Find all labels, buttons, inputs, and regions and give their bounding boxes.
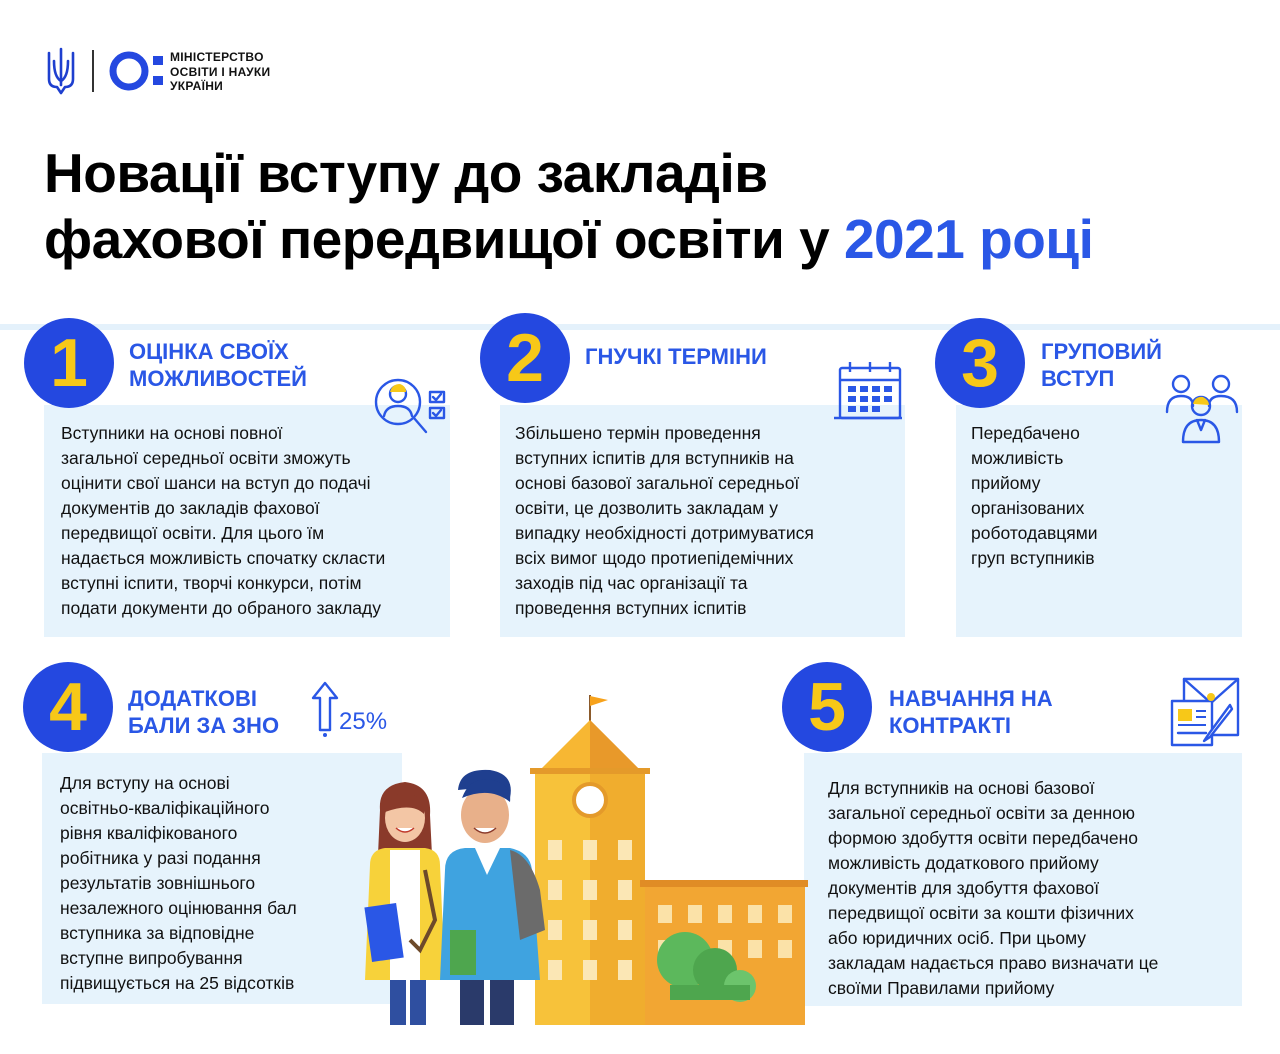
- title-line-2-prefix: фахової передвищої освіти у: [44, 208, 844, 270]
- section-5-text-line: документів для здобуття фахової: [828, 878, 1100, 898]
- section-5-number: 5: [782, 662, 872, 752]
- section-4-text-line: рівня кваліфікованого: [60, 823, 238, 843]
- section-4-text-line: вступне випробування: [60, 948, 243, 968]
- contract-document-icon: [1168, 675, 1242, 749]
- section-1-heading: [129, 338, 307, 392]
- section-3-text-line: прийому: [971, 473, 1041, 493]
- ministry-name: [170, 50, 270, 94]
- section-4-heading: [128, 685, 279, 739]
- section-5-text-line: передвищої освіти за кошти фізичних: [828, 903, 1134, 923]
- calendar-icon: [832, 360, 906, 422]
- group-people-icon: [1163, 370, 1241, 444]
- section-3-text-line: Передбачено: [971, 423, 1080, 443]
- section-5-text-line: своїми Правилами прийому: [828, 978, 1055, 998]
- section-2-heading-line-1: ГНУЧКІ ТЕРМІНИ: [585, 344, 767, 369]
- section-2-text-line: всіх вимог щодо протиепідемічних: [515, 548, 794, 568]
- section-5-text-line: загальної середньої освіти за денною: [828, 803, 1136, 823]
- section-3-heading-line-2: ВСТУП: [1041, 366, 1115, 391]
- section-3-text: [971, 421, 1098, 571]
- students-college-illustration: [340, 690, 810, 1025]
- section-3-heading-line-1: ГРУПОВИЙ: [1041, 339, 1162, 364]
- section-1-text-line: передвищої освіти. Для цього їм: [61, 523, 325, 543]
- title-line-1: Новації вступу до закладів: [44, 142, 768, 204]
- section-4-text-line: підвищується на 25 відсотків: [60, 973, 295, 993]
- section-5-text-line: або юридичних осіб. При цьому: [828, 928, 1087, 948]
- section-1-number: 1: [24, 318, 114, 408]
- section-4-text: [60, 771, 297, 996]
- section-4-heading-line-1: ДОДАТКОВІ: [128, 686, 257, 711]
- section-5-text-line: можливість додаткового прийому: [828, 853, 1099, 873]
- section-1-text-line: оцінити свої шанси на вступ до подачі: [61, 473, 371, 493]
- section-3-text-line: організованих: [971, 498, 1085, 518]
- mon-logo-icon: [108, 50, 150, 92]
- section-5-heading: [889, 685, 1053, 739]
- ministry-line-3: УКРАЇНИ: [170, 79, 224, 93]
- section-1-text-line: Вступники на основі повної: [61, 423, 283, 443]
- arrow-up-icon: [310, 680, 340, 738]
- title-year-highlight: 2021 році: [843, 208, 1094, 270]
- section-1-text: [61, 421, 385, 621]
- section-1-text-line: надається можливість спочатку скласти: [61, 548, 386, 568]
- section-1-text-line: документів до закладів фахової: [61, 498, 320, 518]
- section-4-text-line: результатів зовнішнього: [60, 873, 256, 893]
- section-5-text: [828, 776, 1158, 1001]
- section-3-heading: [1041, 338, 1162, 392]
- section-2-text-line: освіти, це дозволить закладам у: [515, 498, 778, 518]
- section-2-text-line: проведення вступних іспитів: [515, 598, 747, 618]
- section-5-text-line: Для вступників на основі базової: [828, 778, 1095, 798]
- section-3-text-line: можливість: [971, 448, 1064, 468]
- page-title: [44, 140, 1093, 272]
- section-1-text-line: загальної середньої освіти зможуть: [61, 448, 351, 468]
- logo-divider: [92, 50, 94, 92]
- section-2-number: 2: [480, 313, 570, 403]
- section-4-text-line: незалежного оцінювання бал: [60, 898, 297, 918]
- section-5-text-line: формою здобуття освіти передбачено: [828, 828, 1138, 848]
- section-4-text-line: вступника за відповідне: [60, 923, 255, 943]
- section-2-text-line: Збільшено термін проведення: [515, 423, 761, 443]
- section-4-number: 4: [23, 662, 113, 752]
- section-3-text-line: груп вступників: [971, 548, 1095, 568]
- ministry-line-2: ОСВІТИ І НАУКИ: [170, 64, 271, 79]
- mon-logo-bars-icon: [153, 52, 165, 90]
- section-2-text-line: вступних іспитів для вступників на: [515, 448, 794, 468]
- section-5-heading-line-2: КОНТРАКТІ: [889, 713, 1012, 738]
- section-2-text-line: випадку необхідності дотримуватися: [515, 523, 814, 543]
- section-3-text-line: роботодавцями: [971, 523, 1098, 543]
- section-1-heading-line-2: МОЖЛИВОСТЕЙ: [129, 366, 307, 391]
- section-1-text-line: вступні іспити, творчі конкурси, потім: [61, 573, 362, 593]
- section-5-heading-line-1: НАВЧАННЯ НА: [889, 686, 1053, 711]
- section-2-text-line: основі базової загальної середньої: [515, 473, 800, 493]
- ministry-line-1: МІНІСТЕРСТВО: [170, 50, 264, 64]
- section-5-text-line: закладам надається право визначати це: [828, 953, 1159, 973]
- person-magnifier-checklist-icon: [368, 362, 450, 440]
- section-4-heading-line-2: БАЛИ ЗА ЗНО: [128, 713, 280, 738]
- trident-icon: [46, 47, 76, 95]
- section-4-text-line: освітньо-кваліфікаційного: [60, 798, 270, 818]
- section-1-heading-line-1: ОЦІНКА СВОЇХ: [129, 339, 289, 364]
- section-2-text: [515, 421, 814, 621]
- section-2-heading: [585, 343, 767, 370]
- title-line-2: [44, 206, 1093, 272]
- section-4-text-line: Для вступу на основі: [60, 773, 230, 793]
- section-2-text-line: заходів під час організації та: [515, 573, 748, 593]
- section-1-text-line: подати документи до обраного закладу: [61, 598, 381, 618]
- percent-label: 25%: [339, 708, 388, 735]
- separator-band: [0, 324, 1280, 330]
- section-4-text-line: робітника у разі подання: [60, 848, 261, 868]
- section-3-number: 3: [935, 318, 1025, 408]
